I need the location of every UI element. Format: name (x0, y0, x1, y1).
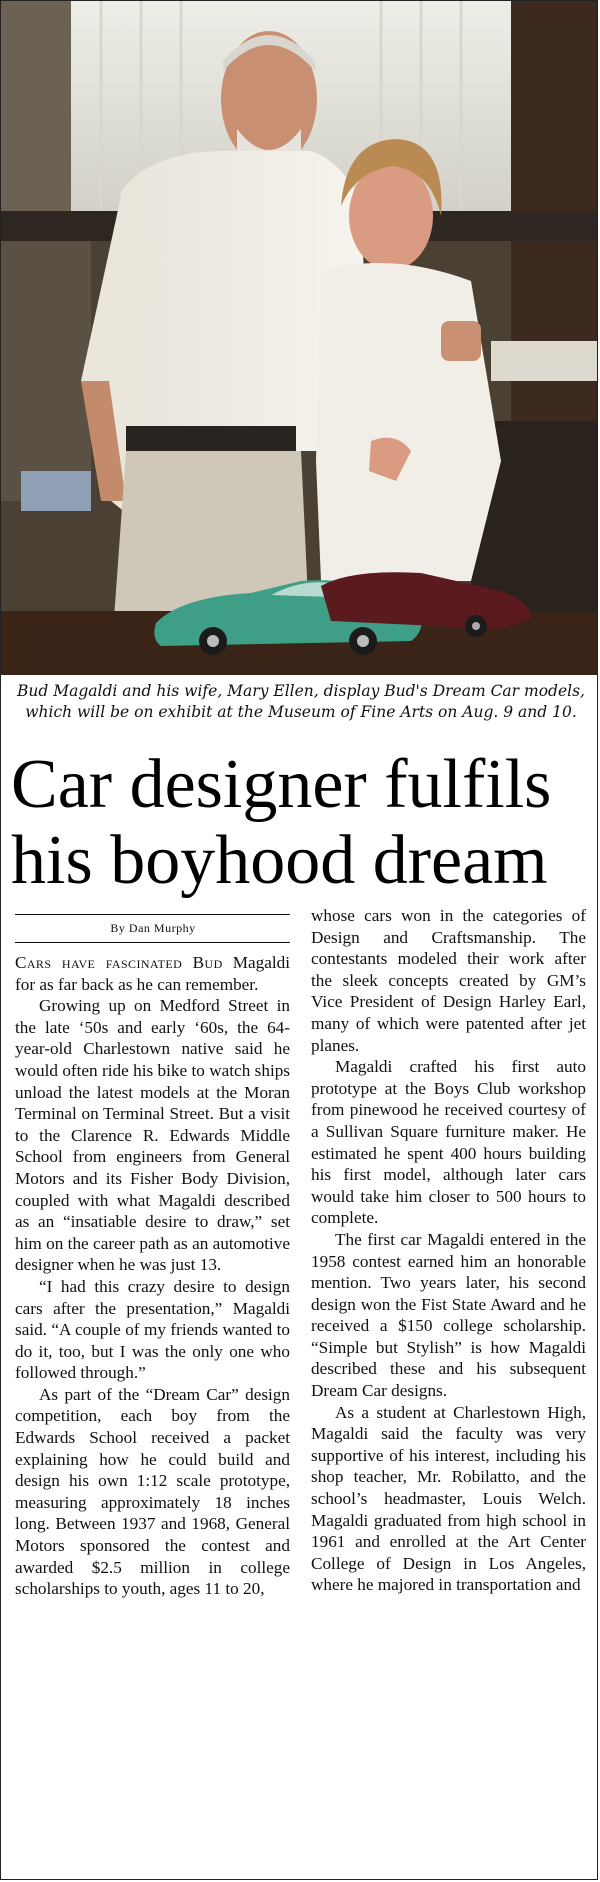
byline-rule-top (15, 914, 290, 915)
article-photo (1, 1, 598, 675)
byline-rule-bottom (15, 942, 290, 943)
headline-line-1: Car designer fulfils (11, 746, 552, 823)
paragraph: Growing up on Medford Street in the late ‘50s and early ‘60s, the 64-year-old Charlestown native said he would often ride his bike to watch ships unload the latest models at the Moran Terminal on Terminal Street. But a visit to the Clarence R. Edwards Middle School from engineers from General Motors and its Fisher Body Division, coupled with what Magaldi described as an “insatiable desire to draw,” set him on the career path as an automotive designer when he was just 13. (15, 996, 290, 1275)
lead-paragraph (15, 952, 290, 995)
headline (11, 747, 591, 899)
article-column-right (311, 905, 586, 1596)
paragraph: As a student at Charlestown High, Magaldi said the faculty was very supportive of his interest, including his shop teacher, Mr. Robilatto, and the school’s headmaster, Louis Welch. Magaldi graduated from high school in 1961 and enrolled at the Art Center College of Design in Los Angeles, where he majored in transportation and (311, 1402, 586, 1595)
paragraph: As part of the “Dream Car” design competition, each boy from the Edwards School received a packet explaining how he could build and design his own 1:12 scale prototype, measuring approximately 18 inches long. Between 1937 and 1968, General Motors sponsored the contest and awarded $2.5 million in college scholarships to youth, ages 11 to 20, (15, 1384, 290, 1599)
photo-caption: Bud Magaldi and his wife, Mary Ellen, display Bud's Dream Car models, which will be on exhibit at the Museum of Fine Arts on Aug. 9 and 10. (17, 682, 585, 721)
headline-line-2: his boyhood dream (11, 822, 548, 899)
paragraph: The first car Magaldi entered in the 1958 contest earned him an honorable mention. Two years later, his second design won the Fist State Award and he received a $150 college scholarship. “Simple but Stylish” is how Magaldi described these and his subsequent Dream Car designs. (311, 1229, 586, 1401)
byline: By Dan Murphy (110, 921, 196, 935)
paragraph: Magaldi crafted his first auto prototype at the Boys Club workshop from pinewood he received courtesy of a Sullivan Square furniture maker. He estimated he spent 400 hours building his first model, although later cars would take him closer to 500 hours to complete. (311, 1057, 586, 1228)
article-column-left (15, 952, 290, 1600)
paragraph: whose cars won in the categories of Design and Craftsmanship. The contestants modeled their work after the sleek concepts created by GM’s Vice President of Design Harley Earl, many of which were patented after jet planes. (311, 906, 586, 1055)
photo-of-couple-with-model-cars (1, 1, 598, 675)
paragraph: “I had this crazy desire to design cars after the presentation,” Magaldi said. “A couple of my friends wanted to do it, too, but I was the only one who followed through.” (15, 1276, 290, 1383)
lead-rest: Magaldi for as far back as he can remember. (15, 953, 291, 994)
lead-smallcaps: Cars have fascinated Bud (15, 953, 223, 972)
